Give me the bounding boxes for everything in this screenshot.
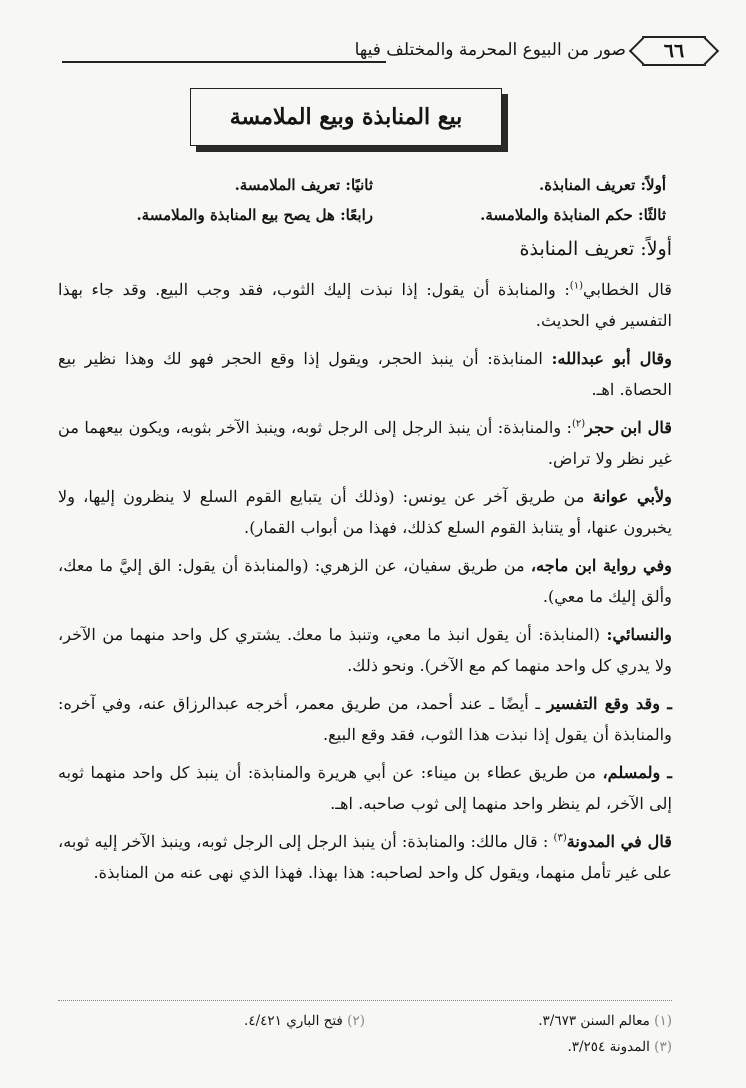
paragraph-lead: وفي رواية ابن ماجه،	[530, 556, 673, 575]
footnote-ref: (٣)	[553, 832, 567, 844]
contents-item: ثالثًا: حكم المنابذة والملامسة.	[480, 206, 666, 224]
paragraph	[58, 688, 672, 750]
footnote-text: فتح الباري ٤/٤٢١.	[244, 1013, 343, 1029]
footnote-mark: (٣)	[654, 1039, 672, 1055]
paragraph-text: ـ أيضًا ـ عند أحمد، من طريق معمر، أخرجه عبدالرزاق عنه، وفي آخره: والمنابذة أن يقول إذا نبذت هذا الثوب، فقد وقع البيع.	[58, 694, 672, 744]
paragraph-ref: قال الخطابي	[582, 280, 673, 299]
paragraph-text: (المنابذة: أن يقول انبذ ما معي، وتنبذ ما معك. يشتري كل واحد منهما من الآخر، ولا يدري كل واحد منهما كم مع الآخر). ونحو ذلك.	[58, 625, 672, 675]
page-header	[62, 28, 706, 74]
contents-row	[80, 170, 666, 200]
paragraph-text: من طريق عطاء بن ميناء: عن أبي هريرة والمنابذة: أن ينبذ كل واحد منهما ثوبه إلى الآخر، لم ينظر واحد منهما إلى ثوب صاحبه. اهـ.	[58, 763, 672, 813]
paragraph-lead: قال ابن حجر	[585, 418, 672, 437]
footnote-mark: (١)	[654, 1013, 672, 1029]
contents-item: رابعًا: هل يصح بيع المنابذة والملامسة.	[136, 206, 373, 224]
header-rule	[62, 61, 386, 63]
footnote-text: معالم السنن ٣/٦٧٣.	[538, 1013, 650, 1029]
paragraph	[58, 412, 672, 474]
footnote	[58, 1008, 365, 1034]
chapter-title-box	[190, 88, 502, 146]
paragraph-text: : والمنابذة: أن ينبذ الرجل إلى الرجل ثوبه، وينبذ الآخر بثوبه، ويكون بيعهما من غير نظر ولا تراض.	[58, 418, 672, 468]
chapter-title: بيع المنابذة وبيع الملامسة	[229, 104, 463, 130]
footnotes	[58, 1008, 672, 1060]
contents-row	[80, 200, 666, 230]
footnote-row	[58, 1034, 672, 1060]
paragraph-text: المنابذة: أن ينبذ الحجر، ويقول إذا وقع الحجر فهو لك وهذا نظير بيع الحصاة. اهـ.	[58, 349, 672, 399]
body-text	[58, 274, 672, 895]
contents-list	[80, 170, 666, 230]
paragraph-lead: ـ ولمسلم،	[602, 763, 672, 782]
paragraph	[58, 826, 672, 888]
paragraph-text: : قال مالك: والمنابذة: أن ينبذ الرجل إلى الرجل ثوبه، وينبذ الآخر إليه ثوبه، على غير تأمل منهما، ويقول كل واحد لصاحبه: هذا بهذا. فهذا الذي نهى عنه من المنابذة.	[58, 832, 672, 882]
paragraph-lead: وقال أبو عبدالله:	[551, 349, 672, 368]
paragraph-lead: ولأبي عوانة	[592, 487, 672, 506]
contents-item: أولاً: تعريف المنابذة.	[539, 176, 666, 194]
contents-item: ثانيًا: تعريف الملامسة.	[234, 176, 373, 194]
paragraph-lead: قال في المدونة	[566, 832, 673, 851]
footnote	[365, 1008, 672, 1034]
paragraph	[58, 481, 672, 543]
footnote	[365, 1034, 672, 1060]
footnote-divider	[58, 1000, 672, 1001]
paragraph-text: من طريق سفيان، عن الزهري: (والمنابذة أن يقول: الق إليَّ ما معك، وألق إليك ما معي).	[58, 556, 672, 606]
paragraph-lead: والنسائي:	[606, 625, 672, 644]
footnote-mark: (٢)	[347, 1013, 365, 1029]
paragraph-text: من طريق آخر عن يونس: (وذلك أن يتبايع القوم السلع لا ينظرون إليها، ولا يخبرون عنها، أو يتنابذ القوم السلع كذلك، فهذا من أبواب القمار).	[58, 487, 672, 537]
running-title: صور من البيوع المحرمة والمختلف فيها	[354, 40, 626, 60]
paragraph	[58, 619, 672, 681]
paragraph	[58, 274, 672, 336]
paragraph-text: : والمنابذة أن يقول: إذا نبذت إليك الثوب، فقد وجب البيع. وقد جاء بهذا التفسير في الحديث.	[58, 280, 672, 330]
paragraph-lead: ـ وقد وقع التفسير	[546, 694, 672, 713]
paragraph	[58, 343, 672, 405]
footnote-ref: (٢)	[571, 418, 586, 430]
footnote-ref: (١)	[569, 280, 583, 292]
footnote-text: المدونة ٣/٢٥٤.	[567, 1039, 650, 1055]
footnote-row	[58, 1008, 672, 1034]
paragraph	[58, 757, 672, 819]
page-number: ٦٦	[642, 36, 706, 66]
footnote	[58, 1034, 365, 1060]
paragraph	[58, 550, 672, 612]
section-heading: أولاً: تعريف المنابذة	[519, 238, 672, 260]
